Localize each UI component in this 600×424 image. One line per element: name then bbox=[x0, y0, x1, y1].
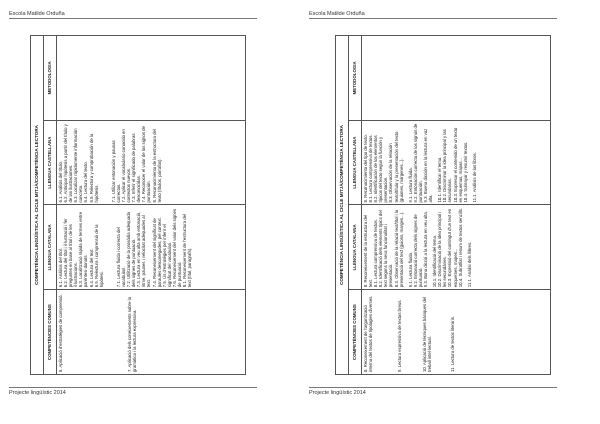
column-header: METODOLOGIA bbox=[44, 36, 57, 121]
cell-text: 11. Lectura de textos literaris. bbox=[450, 315, 456, 372]
common-competencies-cell bbox=[57, 290, 246, 375]
catalan-cell bbox=[57, 205, 246, 290]
cell-text: 9. Lectura expressiva de textos breus. bbox=[397, 299, 403, 372]
footer-divider bbox=[9, 387, 257, 388]
table-title: COMPETÈNCIA LINGÜÍSTICA AL CICLE MITJÀ/COMPETÈNCIA LECTORA bbox=[31, 36, 44, 375]
cell-text: 9.1. Lectura fluida. 9.2. Entonación correcta de los signos de puntuación. 9.3. Buena dicción en la lectura en voz alta. bbox=[407, 123, 434, 203]
spanish-cell bbox=[57, 120, 246, 205]
common-competencies-cell bbox=[362, 290, 551, 375]
cell-text: 10. Aplicació de tècniques bàsiques del treball intel·lectual. bbox=[422, 296, 433, 372]
competency-table bbox=[30, 35, 246, 375]
cell-text: 6.1. Análisis del título. 6.2. Anticipar hipótesis a partir del título y de las ilustraciones. 6.3. Localizar rápidamente información concreta. 6.4. Lectura del texto. 6.5. Relectura y comprobación de la hipótesis. bbox=[58, 124, 99, 203]
rotated-table-container bbox=[30, 35, 246, 375]
cell-text: 8. Reconocimiento del tipo de texto. 8.1. Lectura comprensiva de textos. 8.2. Identificación de los elementos típicos del texto según la función y presentación. 8.3. Observación de la relación texto/título y la presentación del texto (guiones, márgenes...). bbox=[363, 131, 404, 203]
column-header: COMPETÈNCIES COMUNS bbox=[44, 290, 57, 375]
header-divider bbox=[9, 18, 257, 19]
cell-text: 7.1. Lectura fluida i correcta del vocabulari. 7.2. Utilització de la prosòdia adequada dels signes de puntuació. 7.3. Lectura en veu alta amb entonació, ritme, pauses i velocitat adequades al text. 7.4. Reconeixement del significat de paraules desconegudes, pel context. 7.5. Ús d'estratègies per inferir el significat del vocabulari. 7.6. Reconeixement del valor dels signes de puntuació. 8.1. Reconeixement de l'estructura del text (títol, paràgrafs). bbox=[115, 208, 193, 288]
column-header: LLENGUA CASTELLANA bbox=[44, 120, 57, 205]
cell-text: 7. Aplicació dels coneixements sobre la gramàtica i la lectura expressiva. bbox=[127, 297, 138, 372]
page-header: Escola Matilde Orduña bbox=[309, 11, 365, 17]
cell-text: 11.1. Anàlisi dels llibres. bbox=[466, 241, 472, 288]
cell-text: 10.1. Identificació del tema. 10.2. Discriminació de la idea principal i les secundàries. 10.3. Expressió del contingut d'un text en esquemes, mapes... 10.4. Subratllat i resum de textos senzills. bbox=[432, 207, 463, 288]
cell-text: 9.1. Lectura fluida. 9.2. Entonació correcta dels signes de puntuació. 9.3. Bona dicció a la lectura en veu alta. bbox=[407, 211, 429, 288]
cell-text: 8. Reconeixement de l'organització interna del textos de tipologies diverses. bbox=[363, 295, 374, 372]
methodology-cell bbox=[362, 36, 551, 121]
column-header: LLENGUA CATALANA bbox=[349, 205, 362, 290]
competency-table bbox=[335, 35, 551, 375]
column-header: LLENGUA CASTELLANA bbox=[349, 120, 362, 205]
footer-divider bbox=[309, 387, 557, 388]
column-header: METODOLOGIA bbox=[349, 36, 362, 121]
column-header: LLENGUA CATALANA bbox=[44, 205, 57, 290]
cell-text: 10.1. Identificar el tema. 10.2. Discriminar la idea principal y las secundarias. 10.3. Expresar el contenido de un texto en esquemas, mapas... 10.4. Subrayar y resumir textos. bbox=[437, 127, 468, 203]
cell-text: 7.1. Utilizar entonación y pausas correctas. 7.2. Aplicar el vocabulario conocido en contextos nuevos. 7.3. Inferir el significado de palabras desconocidas. 7.4. Reconocer el valor de los signos de puntuación. 8. Reconocimiento de la estructura del texto (títulos, párrafos). bbox=[110, 126, 162, 203]
cell-text: 8. Reconeixement de la estructura del text. 8.1. Lectura comprensiva de textos. 8.2. Identificació dels elements típics del text segons la seva funcionalitat i presentació. 8.3. Observació de la relació text/títol i la presentació del text (guions, marges...). bbox=[363, 209, 404, 288]
page-footer: Projecte lingüístic 2014 bbox=[309, 390, 366, 396]
rotated-table-container bbox=[335, 35, 551, 375]
cell-text: 6.1. Anàlisis del títol. 6.2. Lectura del títol i il·lustració i fer preguntes en base al títol i de les il·lustracions. 6.3. Localització ràpida de termes entre parèntesi donats. 6.4. Lectura del text. 6.5. Relectura i comprensió de la hipòtesi. bbox=[58, 212, 104, 288]
methodology-cell bbox=[57, 36, 246, 121]
table-title: COMPETÈNCIA LINGÜÍSTICA AL CICLE MITJÀ/COMPETÈNCIA LECTORA bbox=[336, 36, 349, 375]
spanish-cell bbox=[362, 120, 551, 205]
header-divider bbox=[309, 18, 557, 19]
cell-text: 11.1. Análisis de los libros. bbox=[471, 152, 477, 203]
column-header: COMPETÈNCIES COMUNS bbox=[349, 290, 362, 375]
page-footer: Projecte lingüístic 2014 bbox=[9, 390, 66, 396]
cell-text: 6. Aplicació d'estratègies de comprensió. bbox=[58, 294, 63, 372]
page-header: Escola Matilde Orduña bbox=[9, 11, 65, 17]
catalan-cell bbox=[362, 205, 551, 290]
